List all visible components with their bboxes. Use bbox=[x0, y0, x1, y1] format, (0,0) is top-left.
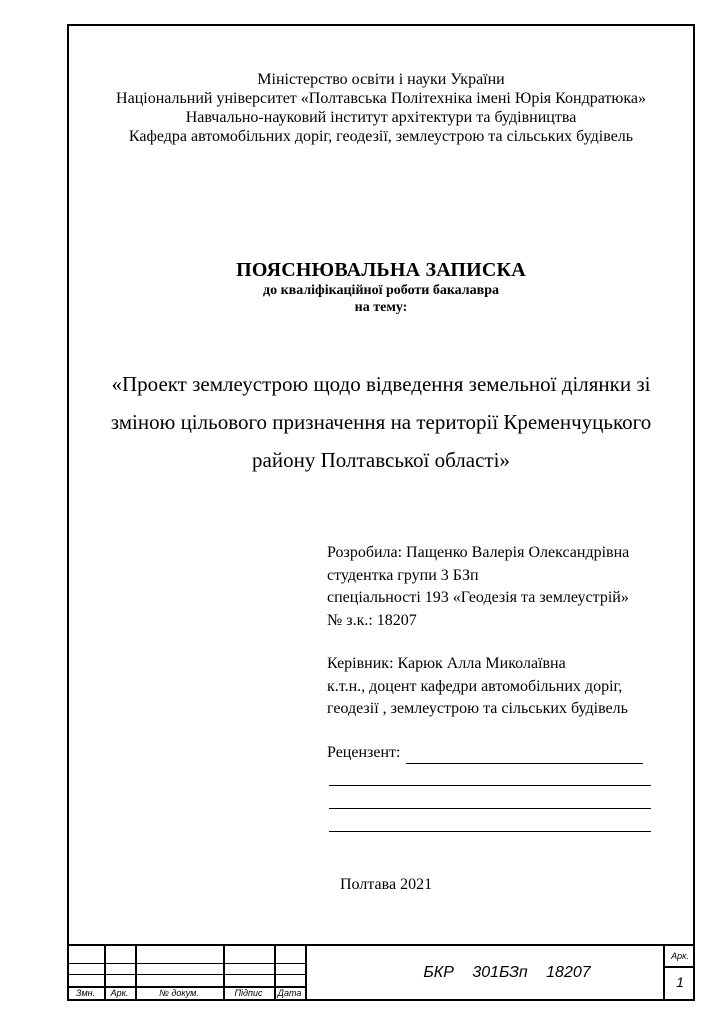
reviewer-blank-line bbox=[329, 808, 651, 809]
thesis-topic bbox=[67, 365, 695, 479]
document-title bbox=[67, 258, 695, 316]
stamp-row-line bbox=[67, 963, 305, 964]
stamp-row-line bbox=[663, 966, 695, 968]
author-group: студентка групи 3 БЗп bbox=[327, 566, 479, 584]
stamp-sheet-label: Арк. bbox=[110, 988, 129, 998]
supervisor-title: к.т.н., доцент кафедри автомобільних доріг, bbox=[327, 677, 623, 695]
reviewer-blank-line bbox=[329, 785, 651, 786]
ministry-line: Міністерство освіти і науки України bbox=[257, 71, 505, 88]
stamp-sign-label: Підпис bbox=[234, 988, 263, 998]
author-specialty: спеціальності 193 «Геодезія та землеустрій» bbox=[327, 589, 629, 606]
author-name: Розробила: Пащенко Валерія Олександрівна bbox=[327, 544, 630, 561]
topic-line: зміною цільового призначення на території Кременчуцького bbox=[110, 410, 652, 434]
university-line: Національний університет «Полтавська Політехніка імені Юрія Кондратюка» bbox=[116, 90, 646, 107]
document-code: БКР 301БЗп 18207 bbox=[423, 964, 591, 981]
supervisor-department: геодезії , землеустрою та сільських будівель bbox=[327, 700, 628, 717]
reviewer-label: Рецензент: bbox=[327, 743, 401, 761]
reviewer-blank-line bbox=[329, 831, 651, 832]
title-stamp bbox=[67, 944, 695, 1001]
institution-header bbox=[67, 70, 695, 146]
stamp-doc-label: № докум. bbox=[159, 988, 199, 998]
topic-line: району Полтавської області» bbox=[252, 448, 510, 472]
author-info bbox=[327, 542, 687, 764]
author-record-number: № з.к.: 18207 bbox=[327, 611, 417, 629]
page-frame bbox=[67, 24, 695, 1001]
title-subtitle: до кваліфікаційної роботи бакалавра bbox=[262, 283, 500, 298]
topic-line: «Проект землеустрою щодо відведення земельної ділянки зі bbox=[111, 372, 651, 396]
supervisor-name: Керівник: Карюк Алла Миколаївна bbox=[327, 655, 566, 672]
city-year: Полтава 2021 bbox=[340, 876, 433, 893]
stamp-date-label: Дата bbox=[277, 988, 302, 998]
sheet-number: 1 bbox=[676, 974, 684, 990]
title-topic-label: на тему: bbox=[354, 300, 408, 315]
title-main: ПОЯСНЮВАЛЬНА ЗАПИСКА bbox=[236, 259, 526, 281]
reviewer-row bbox=[327, 742, 687, 765]
department-line: Кафедра автомобільних доріг, геодезії, землеустрою та сільських будівель bbox=[128, 128, 634, 145]
reviewer-blank-line bbox=[406, 745, 643, 764]
stamp-change-label: Змн. bbox=[75, 988, 96, 998]
stamp-divider bbox=[305, 946, 307, 1001]
sheet-label: Арк. bbox=[671, 951, 689, 961]
stamp-row-line bbox=[67, 974, 305, 975]
institute-line: Навчально-науковий інститут архітектури та будівництва bbox=[185, 109, 577, 126]
